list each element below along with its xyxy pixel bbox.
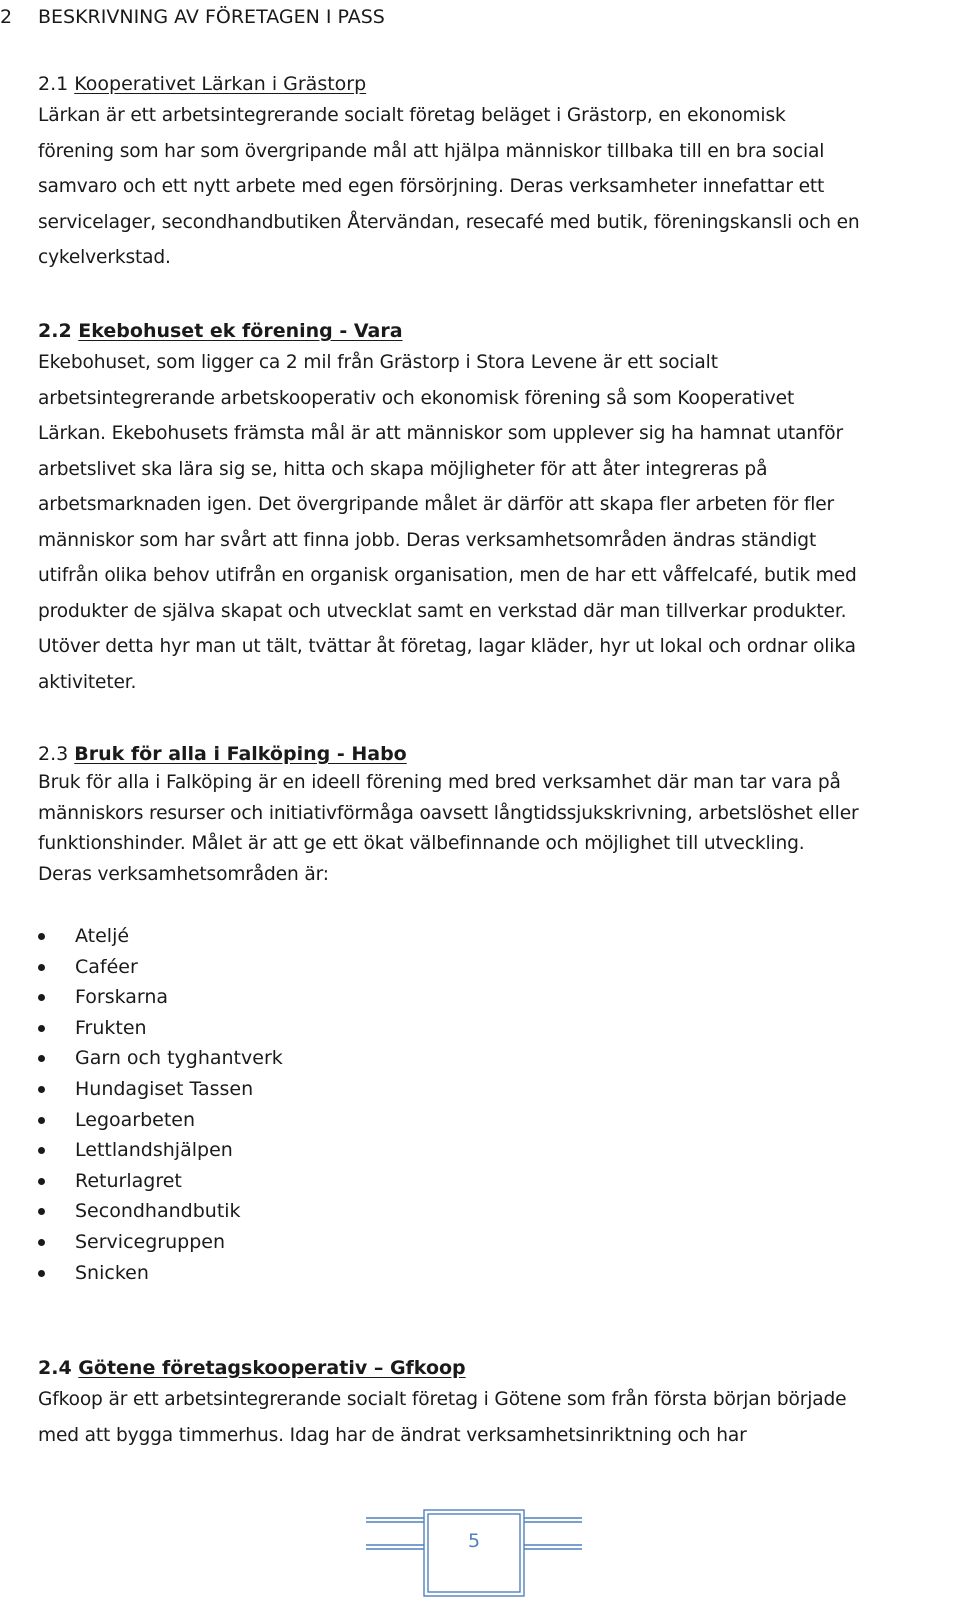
paragraph-line: Lärkan är ett arbetsintegrerande socialt företag beläget i Grästorp, en ekonomisk [38,105,786,126]
paragraph-line: människors resurser och initiativförmåga oavsett långtidssjukskrivning, arbetslöshet eller [38,802,859,824]
section-heading [38,317,948,345]
bullet-icon [38,1178,45,1185]
list-item: Frukten [38,1013,283,1044]
section-paragraph [38,768,948,890]
paragraph-line: förening som har som övergripande mål att hjälpa människor tillbaka till en bra social [38,140,825,162]
bullet-icon [38,1270,45,1277]
paragraph-line: Deras verksamhetsområden är: [38,863,329,885]
section-number: 2.2 [38,320,72,342]
bullet-icon [38,1208,45,1215]
section-number: 2.3 [38,743,69,765]
section-2-4 [38,1354,948,1453]
list-item: Ateljé [38,921,283,952]
paragraph-line: Lärkan. Ekebohusets främsta mål är att människor som upplever sig ha hamnat utanför [38,423,844,444]
paragraph-line: samvaro och ett nytt arbete med egen försörjning. Deras verksamheter innefattar ett [38,176,825,197]
bullet-icon [38,1117,45,1124]
list-item: Caféer [38,952,283,983]
section-2-2 [38,317,948,700]
activity-list [38,921,283,1288]
bullet-icon [38,933,45,940]
section-2-3 [38,740,948,890]
paragraph-line: cykelverkstad. [38,247,171,268]
chapter-heading [0,4,385,30]
section-title: Ekebohuset ek förening - Vara [78,320,403,342]
paragraph-line: utifrån olika behov utifrån en organisk organisation, men de har ett våffelcafé, butik med [38,565,857,586]
section-title: Götene företagskooperativ – Gfkoop [78,1357,466,1379]
bullet-icon [38,1025,45,1032]
list-item: Lettlandshjälpen [38,1135,283,1166]
list-item: Hundagiset Tassen [38,1074,283,1105]
section-paragraph [38,98,948,276]
section-heading [38,740,948,768]
section-number: 2.1 [38,73,69,95]
paragraph-line: arbetsintegrerande arbetskooperativ och ekonomisk förening så som Kooperativet [38,387,795,409]
bullet-icon [38,1239,45,1246]
section-paragraph [38,345,948,700]
paragraph-line: produkter de själva skapat och utvecklat samt en verkstad där man tillverkar produkter. [38,600,847,622]
paragraph-line: Gfkoop är ett arbetsintegrerande socialt företag i Götene som från första början började [38,1389,847,1410]
bullet-icon [38,994,45,1001]
paragraph-line: Ekebohuset, som ligger ca 2 mil från Grästorp i Stora Levene är ett socialt [38,352,718,373]
list-item: Forskarna [38,982,283,1013]
list-item: Snicken [38,1258,283,1289]
section-paragraph [38,1382,948,1453]
page-number: 5 [467,1530,481,1552]
paragraph-line: servicelager, secondhandbutiken Återvändan, resecafé med butik, föreningskansli och en [38,211,860,233]
section-title: Kooperativet Lärkan i Grästorp [74,73,367,95]
list-item: Legoarbeten [38,1105,283,1136]
list-item: Secondhandbutik [38,1196,283,1227]
chapter-number: 2 [0,6,13,28]
list-item: Returlagret [38,1166,283,1197]
paragraph-line: aktiviteter. [38,671,137,693]
paragraph-line: arbetsmarknaden igen. Det övergripande målet är därför att skapa fler arbeten för fler [38,494,835,515]
list-item: Garn och tyghantverk [38,1043,283,1074]
bullet-icon [38,1055,45,1062]
section-2-1 [38,70,948,276]
bullet-icon [38,1086,45,1093]
section-heading [38,70,948,98]
bullet-icon [38,1147,45,1154]
section-heading [38,1354,948,1382]
list-item: Servicegruppen [38,1227,283,1258]
paragraph-line: Utöver detta hyr man ut tält, tvättar åt företag, lagar kläder, hyr ut lokal och ordnar olika [38,636,856,657]
paragraph-line: med att bygga timmerhus. Idag har de ändrat verksamhetsinriktning och har [38,1424,747,1446]
paragraph-line: arbetslivet ska lära sig se, hitta och skapa möjligheter för att åter integreras på [38,458,768,480]
page-footer [366,1500,582,1598]
bullet-icon [38,964,45,971]
paragraph-line: människor som har svårt att finna jobb. Deras verksamhetsområden ändras ständigt [38,529,817,551]
chapter-title: BESKRIVNING AV FÖRETAGEN I PASS [38,6,385,28]
section-title: Bruk för alla i Falköping - Habo [74,743,407,765]
paragraph-line: funktionshinder. Målet är att ge ett ökat välbefinnande och möjlighet till utveckling. [38,833,805,855]
paragraph-line: Bruk för alla i Falköping är en ideell förening med bred verksamhet där man tar vara på [38,772,841,793]
section-number: 2.4 [38,1357,72,1379]
